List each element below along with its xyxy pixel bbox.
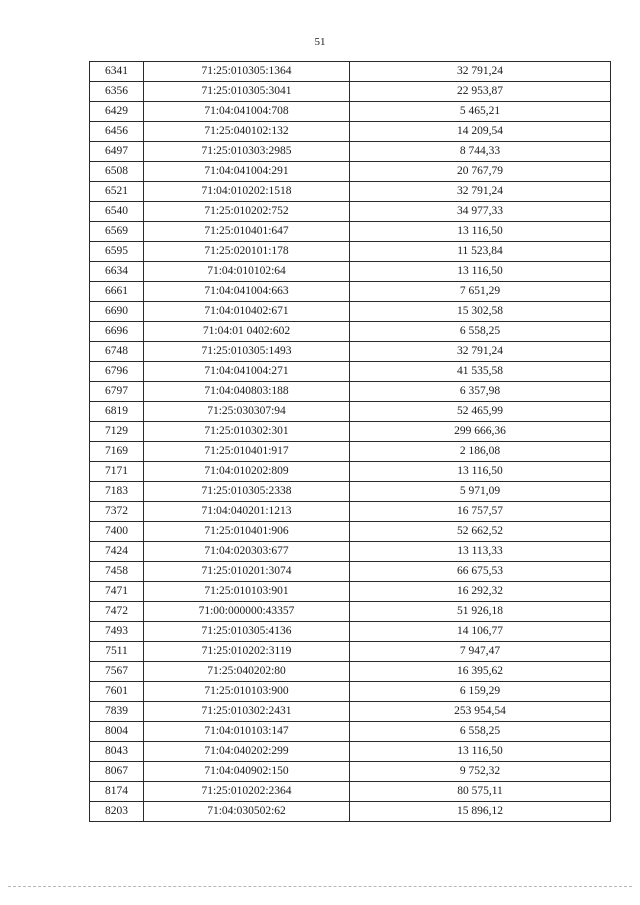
cadastral-number-cell: 71:25:010401:647 bbox=[144, 222, 350, 242]
value-cell: 6 558,25 bbox=[350, 722, 611, 742]
page-number: 51 bbox=[314, 36, 326, 48]
table-row bbox=[90, 122, 611, 142]
cadastral-number-cell: 71:04:041004:291 bbox=[144, 162, 350, 182]
table-row bbox=[90, 562, 611, 582]
table-row bbox=[90, 282, 611, 302]
table-row bbox=[90, 582, 611, 602]
table-body bbox=[90, 62, 611, 822]
value-cell: 7 651,29 bbox=[350, 282, 611, 302]
row-number-cell: 7839 bbox=[90, 702, 144, 722]
cadastral-number-cell: 71:04:040902:150 bbox=[144, 762, 350, 782]
cadastral-number-cell: 71:25:010305:1364 bbox=[144, 62, 350, 82]
row-number-cell: 6508 bbox=[90, 162, 144, 182]
table-row bbox=[90, 782, 611, 802]
cadastral-value-table bbox=[89, 61, 611, 822]
cadastral-number-cell: 71:25:020101:178 bbox=[144, 242, 350, 262]
value-cell: 5 971,09 bbox=[350, 482, 611, 502]
table-row bbox=[90, 222, 611, 242]
cadastral-number-cell: 71:04:010202:1518 bbox=[144, 182, 350, 202]
value-cell: 16 292,32 bbox=[350, 582, 611, 602]
table-row bbox=[90, 722, 611, 742]
row-number-cell: 8203 bbox=[90, 802, 144, 822]
row-number-cell: 8067 bbox=[90, 762, 144, 782]
cadastral-number-cell: 71:04:010103:147 bbox=[144, 722, 350, 742]
table-row bbox=[90, 262, 611, 282]
row-number-cell: 6569 bbox=[90, 222, 144, 242]
cadastral-number-cell: 71:25:010303:2985 bbox=[144, 142, 350, 162]
cadastral-number-cell: 71:25:030307:94 bbox=[144, 402, 350, 422]
row-number-cell: 6797 bbox=[90, 382, 144, 402]
value-cell: 52 465,99 bbox=[350, 402, 611, 422]
cadastral-number-cell: 71:25:010103:900 bbox=[144, 682, 350, 702]
table-row bbox=[90, 382, 611, 402]
row-number-cell: 7424 bbox=[90, 542, 144, 562]
value-cell: 15 896,12 bbox=[350, 802, 611, 822]
row-number-cell: 7183 bbox=[90, 482, 144, 502]
value-cell: 13 113,33 bbox=[350, 542, 611, 562]
value-cell: 6 558,25 bbox=[350, 322, 611, 342]
value-cell: 22 953,87 bbox=[350, 82, 611, 102]
table-row bbox=[90, 542, 611, 562]
cadastral-number-cell: 71:04:020303:677 bbox=[144, 542, 350, 562]
value-cell: 2 186,08 bbox=[350, 442, 611, 462]
cadastral-number-cell: 71:04:041004:708 bbox=[144, 102, 350, 122]
value-cell: 32 791,24 bbox=[350, 62, 611, 82]
value-cell: 16 395,62 bbox=[350, 662, 611, 682]
cadastral-number-cell: 71:04:010102:64 bbox=[144, 262, 350, 282]
row-number-cell: 7129 bbox=[90, 422, 144, 442]
cadastral-number-cell: 71:04:040202:299 bbox=[144, 742, 350, 762]
cadastral-number-cell: 71:25:010103:901 bbox=[144, 582, 350, 602]
table-row bbox=[90, 202, 611, 222]
row-number-cell: 8043 bbox=[90, 742, 144, 762]
value-cell: 5 465,21 bbox=[350, 102, 611, 122]
value-cell: 51 926,18 bbox=[350, 602, 611, 622]
table-row bbox=[90, 82, 611, 102]
row-number-cell: 6456 bbox=[90, 122, 144, 142]
cadastral-number-cell: 71:25:010401:906 bbox=[144, 522, 350, 542]
row-number-cell: 7400 bbox=[90, 522, 144, 542]
cadastral-number-cell: 71:25:010401:917 bbox=[144, 442, 350, 462]
value-cell: 7 947,47 bbox=[350, 642, 611, 662]
value-cell: 13 116,50 bbox=[350, 222, 611, 242]
row-number-cell: 6696 bbox=[90, 322, 144, 342]
value-cell: 6 357,98 bbox=[350, 382, 611, 402]
row-number-cell: 7567 bbox=[90, 662, 144, 682]
row-number-cell: 7493 bbox=[90, 622, 144, 642]
cadastral-number-cell: 71:25:010202:2364 bbox=[144, 782, 350, 802]
table-row bbox=[90, 422, 611, 442]
table-row bbox=[90, 622, 611, 642]
table-row bbox=[90, 662, 611, 682]
value-cell: 14 209,54 bbox=[350, 122, 611, 142]
table-row bbox=[90, 362, 611, 382]
row-number-cell: 7169 bbox=[90, 442, 144, 462]
row-number-cell: 6634 bbox=[90, 262, 144, 282]
row-number-cell: 7171 bbox=[90, 462, 144, 482]
table-row bbox=[90, 62, 611, 82]
row-number-cell: 6521 bbox=[90, 182, 144, 202]
table-row bbox=[90, 182, 611, 202]
cadastral-number-cell: 71:25:010202:3119 bbox=[144, 642, 350, 662]
cadastral-number-cell: 71:04:010402:671 bbox=[144, 302, 350, 322]
value-cell: 66 675,53 bbox=[350, 562, 611, 582]
row-number-cell: 6497 bbox=[90, 142, 144, 162]
cadastral-number-cell: 71:00:000000:43357 bbox=[144, 602, 350, 622]
table-row bbox=[90, 302, 611, 322]
table-row bbox=[90, 402, 611, 422]
row-number-cell: 6796 bbox=[90, 362, 144, 382]
cadastral-number-cell: 71:25:010302:301 bbox=[144, 422, 350, 442]
cadastral-number-cell: 71:25:010305:2338 bbox=[144, 482, 350, 502]
row-number-cell: 7458 bbox=[90, 562, 144, 582]
table-row bbox=[90, 802, 611, 822]
table-row bbox=[90, 742, 611, 762]
table-row bbox=[90, 162, 611, 182]
value-cell: 32 791,24 bbox=[350, 342, 611, 362]
table-row bbox=[90, 762, 611, 782]
table-row bbox=[90, 462, 611, 482]
value-cell: 16 757,57 bbox=[350, 502, 611, 522]
table-row bbox=[90, 322, 611, 342]
value-cell: 253 954,54 bbox=[350, 702, 611, 722]
value-cell: 32 791,24 bbox=[350, 182, 611, 202]
cadastral-number-cell: 71:04:01 0402:602 bbox=[144, 322, 350, 342]
table-row bbox=[90, 522, 611, 542]
row-number-cell: 7511 bbox=[90, 642, 144, 662]
row-number-cell: 6819 bbox=[90, 402, 144, 422]
value-cell: 299 666,36 bbox=[350, 422, 611, 442]
table-row bbox=[90, 682, 611, 702]
value-cell: 11 523,84 bbox=[350, 242, 611, 262]
row-number-cell: 7601 bbox=[90, 682, 144, 702]
value-cell: 14 106,77 bbox=[350, 622, 611, 642]
cadastral-number-cell: 71:04:030502:62 bbox=[144, 802, 350, 822]
row-number-cell: 8004 bbox=[90, 722, 144, 742]
row-number-cell: 6540 bbox=[90, 202, 144, 222]
value-cell: 52 662,52 bbox=[350, 522, 611, 542]
cadastral-number-cell: 71:25:010305:3041 bbox=[144, 82, 350, 102]
cadastral-number-cell: 71:04:040803:188 bbox=[144, 382, 350, 402]
value-cell: 15 302,58 bbox=[350, 302, 611, 322]
row-number-cell: 6595 bbox=[90, 242, 144, 262]
value-cell: 20 767,79 bbox=[350, 162, 611, 182]
cadastral-number-cell: 71:25:040102:132 bbox=[144, 122, 350, 142]
footer-divider bbox=[8, 886, 632, 887]
cadastral-number-cell: 71:25:040202:80 bbox=[144, 662, 350, 682]
value-cell: 13 116,50 bbox=[350, 742, 611, 762]
row-number-cell: 7372 bbox=[90, 502, 144, 522]
table-row bbox=[90, 242, 611, 262]
row-number-cell: 7472 bbox=[90, 602, 144, 622]
row-number-cell: 6341 bbox=[90, 62, 144, 82]
cadastral-number-cell: 71:04:041004:271 bbox=[144, 362, 350, 382]
table-row bbox=[90, 142, 611, 162]
value-cell: 34 977,33 bbox=[350, 202, 611, 222]
table-row bbox=[90, 342, 611, 362]
table-row bbox=[90, 702, 611, 722]
value-cell: 6 159,29 bbox=[350, 682, 611, 702]
row-number-cell: 7471 bbox=[90, 582, 144, 602]
cadastral-number-cell: 71:04:041004:663 bbox=[144, 282, 350, 302]
row-number-cell: 6429 bbox=[90, 102, 144, 122]
value-cell: 13 116,50 bbox=[350, 462, 611, 482]
row-number-cell: 6748 bbox=[90, 342, 144, 362]
table-row bbox=[90, 482, 611, 502]
cadastral-number-cell: 71:25:010201:3074 bbox=[144, 562, 350, 582]
table-row bbox=[90, 442, 611, 462]
value-cell: 41 535,58 bbox=[350, 362, 611, 382]
cadastral-number-cell: 71:25:010202:752 bbox=[144, 202, 350, 222]
table-row bbox=[90, 502, 611, 522]
cadastral-number-cell: 71:25:010302:2431 bbox=[144, 702, 350, 722]
row-number-cell: 6690 bbox=[90, 302, 144, 322]
row-number-cell: 8174 bbox=[90, 782, 144, 802]
cadastral-number-cell: 71:04:040201:1213 bbox=[144, 502, 350, 522]
cadastral-number-cell: 71:25:010305:4136 bbox=[144, 622, 350, 642]
value-cell: 9 752,32 bbox=[350, 762, 611, 782]
table-row bbox=[90, 602, 611, 622]
value-cell: 8 744,33 bbox=[350, 142, 611, 162]
cadastral-number-cell: 71:04:010202:809 bbox=[144, 462, 350, 482]
table-row bbox=[90, 642, 611, 662]
row-number-cell: 6661 bbox=[90, 282, 144, 302]
value-cell: 80 575,11 bbox=[350, 782, 611, 802]
table-row bbox=[90, 102, 611, 122]
value-cell: 13 116,50 bbox=[350, 262, 611, 282]
row-number-cell: 6356 bbox=[90, 82, 144, 102]
cadastral-number-cell: 71:25:010305:1493 bbox=[144, 342, 350, 362]
